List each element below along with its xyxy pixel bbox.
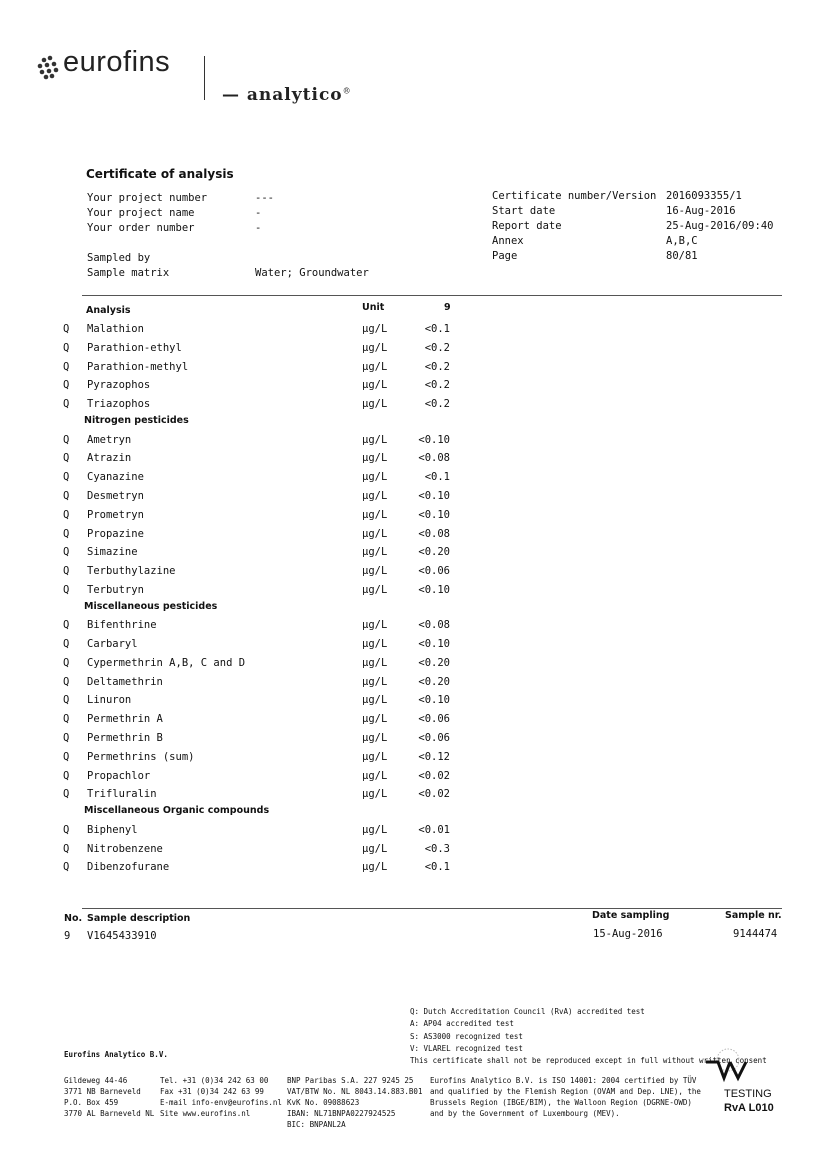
unit: µg/L bbox=[362, 489, 388, 502]
qualifier: Q bbox=[63, 452, 70, 465]
header-sample: 9 bbox=[444, 302, 451, 313]
unit: µg/L bbox=[362, 546, 388, 559]
analyte-name: Atrazin bbox=[87, 452, 132, 465]
unit: µg/L bbox=[362, 638, 388, 650]
qualifier: Q bbox=[63, 527, 70, 540]
result-value: <0.06 bbox=[418, 713, 450, 726]
legend-line: S: AS3000 recognized test bbox=[410, 1031, 523, 1041]
qualifier: Q bbox=[63, 788, 70, 801]
info-value: Water; Groundwater bbox=[255, 267, 369, 279]
qualifier: Q bbox=[63, 750, 70, 763]
analyte-name: Linuron bbox=[87, 694, 132, 707]
footer-line: IBAN: NL71BNPA0227924525 bbox=[287, 1109, 396, 1118]
info-value: 2016093355/1 bbox=[666, 190, 742, 202]
unit: µg/L bbox=[362, 842, 388, 855]
company-name: Eurofins Analytico B.V. bbox=[64, 1050, 168, 1059]
qualifier: Q bbox=[63, 360, 70, 373]
unit: µg/L bbox=[362, 471, 388, 484]
footer-line: Eurofins Analytico B.V. is ISO 14001: 2004 certified by TÜV bbox=[430, 1076, 697, 1085]
analyte-name: Ametryn bbox=[87, 433, 132, 446]
info-label: Annex bbox=[492, 235, 524, 247]
qualifier: Q bbox=[63, 694, 70, 707]
qualifier: Q bbox=[63, 823, 70, 836]
unit: µg/L bbox=[362, 379, 388, 392]
unit: µg/L bbox=[362, 452, 388, 465]
legend-line: This certificate shall not be reproduced except in full without written consent bbox=[410, 1056, 767, 1066]
analyte-name: Dibenzofurane bbox=[87, 861, 170, 874]
info-label: Sampled by bbox=[87, 252, 151, 264]
page-title: Certificate of analysis bbox=[86, 167, 234, 181]
info-label: Report date bbox=[492, 220, 562, 232]
info-label: Your project number bbox=[87, 192, 208, 204]
sample-header-no: No. bbox=[64, 913, 83, 924]
footer-line: Tel. +31 (0)34 242 63 00 bbox=[160, 1076, 269, 1085]
sample-header-desc: Sample description bbox=[87, 913, 191, 924]
qualifier: Q bbox=[63, 433, 70, 446]
footer-line: Site www.eurofins.nl bbox=[160, 1109, 251, 1118]
result-value: <0.12 bbox=[418, 750, 450, 763]
table-top-rule bbox=[82, 295, 782, 296]
result-value: <0.2 bbox=[424, 341, 450, 354]
result-value: <0.20 bbox=[418, 546, 450, 559]
result-value: <0.10 bbox=[418, 508, 450, 521]
result-value: <0.08 bbox=[418, 619, 450, 632]
info-value: 80/81 bbox=[666, 250, 698, 262]
qualifier: Q bbox=[63, 842, 70, 855]
footer-line: and qualified by the Flemish Region (OVAM and Dep. LNE), the bbox=[430, 1087, 701, 1096]
result-value: <0.10 bbox=[418, 694, 450, 707]
qualifier: Q bbox=[63, 619, 70, 632]
header-unit: Unit bbox=[362, 302, 385, 313]
unit: µg/L bbox=[362, 861, 388, 874]
sample-top-rule bbox=[82, 908, 782, 909]
qualifier: Q bbox=[63, 769, 70, 782]
qualifier: Q bbox=[63, 546, 70, 559]
footer-line: 3770 AL Barneveld NL bbox=[64, 1109, 155, 1118]
result-value: <0.06 bbox=[418, 732, 450, 744]
legend-line: A: AP04 accredited test bbox=[410, 1019, 514, 1029]
unit: µg/L bbox=[362, 527, 388, 540]
legend-line: V: VLAREL recognized test bbox=[410, 1043, 523, 1053]
result-value: <0.20 bbox=[418, 656, 450, 669]
logo-text: eurofins bbox=[63, 46, 171, 78]
qualifier: Q bbox=[63, 489, 70, 502]
unit: µg/L bbox=[362, 323, 388, 335]
section-heading: Miscellaneous pesticides bbox=[84, 600, 218, 612]
unit: µg/L bbox=[362, 619, 388, 632]
info-value: --- bbox=[255, 192, 274, 204]
qualifier: Q bbox=[63, 323, 70, 335]
analyte-name: Cyanazine bbox=[87, 471, 144, 484]
qualifier: Q bbox=[63, 471, 70, 484]
unit: µg/L bbox=[362, 360, 388, 373]
sample-desc: V1645433910 bbox=[87, 930, 157, 942]
analyte-name: Trifluralin bbox=[87, 788, 157, 801]
qualifier: Q bbox=[63, 638, 70, 650]
analyte-name: Biphenyl bbox=[87, 823, 138, 836]
stamp-testing: TESTING bbox=[724, 1088, 772, 1100]
analyte-name: Permethrins (sum) bbox=[87, 750, 195, 763]
analyte-name: Terbutryn bbox=[87, 583, 144, 596]
footer-line: Fax +31 (0)34 242 63 99 bbox=[160, 1087, 264, 1096]
analyte-name: Parathion-ethyl bbox=[87, 341, 182, 354]
rva-testing-stamp bbox=[700, 1048, 760, 1088]
info-value: 16-Aug-2016 bbox=[666, 205, 736, 217]
analyte-name: Prometryn bbox=[87, 508, 144, 521]
footer-line: P.O. Box 459 bbox=[64, 1098, 119, 1107]
result-value: <0.01 bbox=[418, 823, 450, 836]
analyte-name: Simazine bbox=[87, 546, 138, 559]
qualifier: Q bbox=[63, 861, 70, 874]
info-label: Your order number bbox=[87, 222, 195, 234]
footer-line: Gildeweg 44-46 bbox=[64, 1076, 128, 1085]
result-value: <0.10 bbox=[418, 638, 450, 650]
sample-no: 9 bbox=[64, 930, 71, 942]
analyte-name: Propachlor bbox=[87, 769, 151, 782]
unit: µg/L bbox=[362, 508, 388, 521]
qualifier: Q bbox=[63, 713, 70, 726]
analyte-name: Terbuthylazine bbox=[87, 565, 176, 578]
analyte-name: Propazine bbox=[87, 527, 144, 540]
section-heading: Miscellaneous Organic compounds bbox=[84, 805, 270, 817]
stamp-rva: RvA L010 bbox=[724, 1102, 774, 1114]
analyte-name: Parathion-methyl bbox=[87, 360, 189, 373]
result-value: <0.10 bbox=[418, 489, 450, 502]
result-value: <0.1 bbox=[424, 323, 450, 335]
analyte-name: Deltamethrin bbox=[87, 675, 163, 688]
sample-date: 15-Aug-2016 bbox=[593, 928, 663, 940]
legend-line: Q: Dutch Accreditation Council (RvA) accredited test bbox=[410, 1007, 645, 1016]
info-value: - bbox=[255, 207, 262, 219]
result-value: <0.10 bbox=[418, 583, 450, 596]
unit: µg/L bbox=[362, 565, 388, 578]
analytico-logo: — analytico® bbox=[222, 85, 352, 105]
info-label: Certificate number/Version bbox=[492, 190, 657, 202]
result-value: <0.20 bbox=[418, 675, 450, 688]
header-analysis: Analysis bbox=[86, 305, 131, 316]
info-label: Your project name bbox=[87, 207, 195, 219]
sample-header-date: Date sampling bbox=[592, 910, 670, 921]
qualifier: Q bbox=[63, 398, 70, 411]
result-value: <0.02 bbox=[418, 769, 450, 782]
unit: µg/L bbox=[362, 823, 388, 836]
sample-nr: 9144474 bbox=[733, 928, 778, 940]
section-heading: Nitrogen pesticides bbox=[84, 415, 189, 426]
analyte-name: Permethrin A bbox=[87, 713, 163, 726]
result-value: <0.2 bbox=[424, 360, 450, 373]
result-value: <0.02 bbox=[418, 788, 450, 801]
unit: µg/L bbox=[362, 675, 388, 688]
unit: µg/L bbox=[362, 732, 388, 744]
unit: µg/L bbox=[362, 750, 388, 763]
qualifier: Q bbox=[63, 675, 70, 688]
logo-divider bbox=[204, 56, 205, 100]
analyte-name: Nitrobenzene bbox=[87, 842, 163, 855]
result-value: <0.08 bbox=[418, 452, 450, 465]
analyte-name: Desmetryn bbox=[87, 489, 144, 502]
analyte-name: Malathion bbox=[87, 323, 144, 335]
result-value: <0.08 bbox=[418, 527, 450, 540]
unit: µg/L bbox=[362, 713, 388, 726]
unit: µg/L bbox=[362, 788, 388, 801]
info-label: Start date bbox=[492, 205, 556, 217]
footer-line: KvK No. 09088623 bbox=[287, 1098, 360, 1107]
qualifier: Q bbox=[63, 732, 70, 744]
result-value: <0.1 bbox=[424, 861, 450, 874]
info-value: - bbox=[255, 222, 262, 234]
unit: µg/L bbox=[362, 433, 388, 446]
qualifier: Q bbox=[63, 508, 70, 521]
rva-logo-icon bbox=[700, 1048, 760, 1084]
info-label: Page bbox=[492, 250, 518, 262]
footer-line: 3771 NB Barneveld bbox=[64, 1087, 141, 1096]
unit: µg/L bbox=[362, 341, 388, 354]
analyte-name: Carbaryl bbox=[87, 638, 138, 650]
info-value: A,B,C bbox=[666, 235, 698, 247]
qualifier: Q bbox=[63, 583, 70, 596]
result-value: <0.1 bbox=[424, 471, 450, 484]
footer-line: and by the Government of Luxembourg (MEV). bbox=[430, 1109, 620, 1118]
result-value: <0.10 bbox=[418, 433, 450, 446]
qualifier: Q bbox=[63, 656, 70, 669]
footer-line: Brussels Region (IBGE/BIM), the Walloon Region (DGRNE-OWD) bbox=[430, 1098, 692, 1107]
unit: µg/L bbox=[362, 769, 388, 782]
footer-line: BIC: BNPANL2A bbox=[287, 1120, 346, 1129]
result-value: <0.2 bbox=[424, 379, 450, 392]
unit: µg/L bbox=[362, 398, 388, 411]
footer-line: BNP Paribas S.A. 227 9245 25 bbox=[287, 1076, 414, 1085]
analyte-name: Permethrin B bbox=[87, 732, 163, 744]
analyte-name: Pyrazophos bbox=[87, 379, 151, 392]
unit: µg/L bbox=[362, 694, 388, 707]
result-value: <0.06 bbox=[418, 565, 450, 578]
info-value: 25-Aug-2016/09:40 bbox=[666, 220, 774, 232]
analyte-name: Triazophos bbox=[87, 398, 151, 411]
qualifier: Q bbox=[63, 565, 70, 578]
result-value: <0.3 bbox=[424, 842, 450, 855]
analyte-name: Bifenthrine bbox=[87, 619, 157, 632]
analyte-name: Cypermethrin A,B, C and D bbox=[87, 656, 246, 669]
unit: µg/L bbox=[362, 656, 388, 669]
result-value: <0.2 bbox=[424, 398, 450, 411]
qualifier: Q bbox=[63, 341, 70, 354]
qualifier: Q bbox=[63, 379, 70, 392]
info-label: Sample matrix bbox=[87, 267, 170, 279]
sample-header-nr: Sample nr. bbox=[725, 910, 782, 921]
unit: µg/L bbox=[362, 583, 388, 596]
footer-line: VAT/BTW No. NL 8043.14.883.B01 bbox=[287, 1087, 423, 1096]
footer-line: E-mail info-env@eurofins.nl bbox=[160, 1098, 282, 1107]
